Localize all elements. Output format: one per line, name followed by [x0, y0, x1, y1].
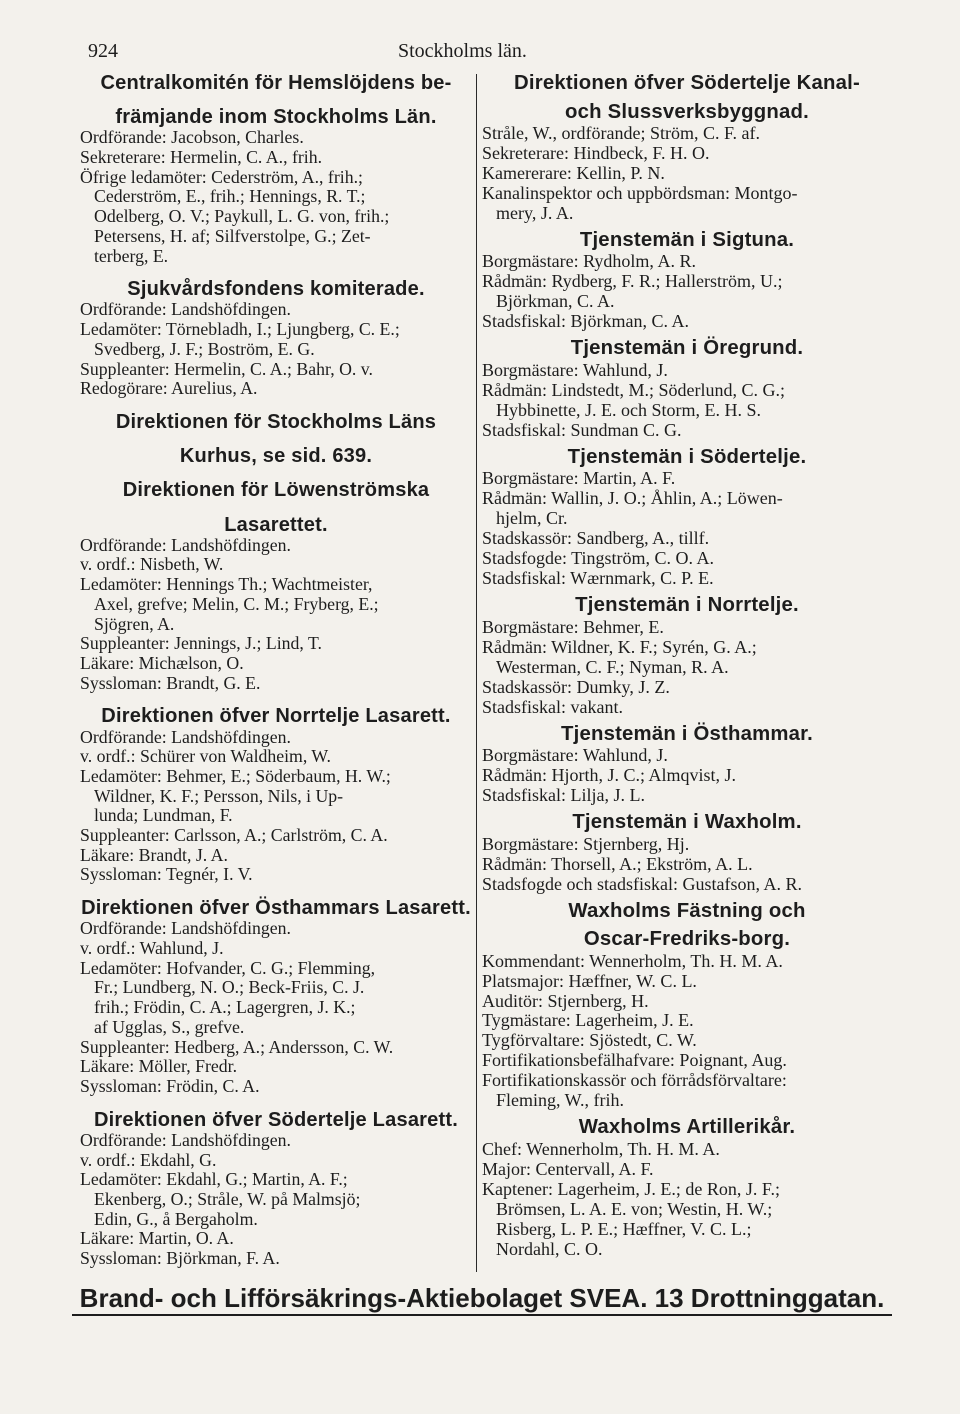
entry-line: Rådmän: Wildner, K. F.; Syrén, G. A.; [482, 636, 757, 657]
entry-line: Syssloman: Tegnér, I. V. [80, 864, 253, 885]
entry-continuation: Hybbinette, J. E. och Storm, E. H. S. [496, 399, 761, 420]
entry-line: Läkare: Möller, Fredr. [80, 1056, 238, 1077]
section-heading: Direktionen öfver Norrtelje Lasarett. [101, 705, 451, 728]
section-heading: Kurhus, se sid. 639. [179, 445, 373, 468]
entry-line: Ordförande: Landshöfdingen. [80, 1129, 291, 1150]
section-heading: Waxholms Fästning och [568, 899, 806, 922]
entry-line: Syssloman: Frödin, C. A. [80, 1076, 260, 1096]
page-number: 924 [88, 40, 118, 62]
entry-line: Ordförande: Jacobson, Charles. [80, 127, 304, 148]
entry-continuation: Axel, grefve; Melin, C. M.; Fryberg, E.; [94, 593, 379, 614]
entry-line: Tygförvaltare: Sjöstedt, C. W. [482, 1030, 697, 1051]
entry-line: Ordförande: Landshöfdingen. [80, 299, 291, 320]
section-heading: Direktionen för Stockholms Läns [115, 411, 437, 433]
entry-continuation: terberg, E. [94, 245, 169, 266]
entry-line: Borgmästare: Behmer, E. [482, 616, 664, 637]
section-heading: Tjenstemän i Östhammar. [560, 722, 813, 745]
entry-line: Kanalinspektor och uppbördsman: Montgo- [482, 182, 798, 203]
section-heading: Sjukvårdsfondens komiterade. [127, 278, 425, 301]
section-heading: Tjenstemän i Sigtuna. [579, 228, 795, 251]
entry-line: Kamererare: Kellin, P. N. [482, 162, 665, 183]
entry-line: Ledamöter: Ekdahl, G.; Martin, A. F.; [80, 1169, 348, 1190]
entry-line: v. ordf.: Schürer von Waldheim, W. [80, 746, 331, 767]
entry-line: Ledamöter: Törnebladh, I.; Ljungberg, C. E.; [80, 319, 400, 340]
entry-line: Suppleanter: Hedberg, A.; Andersson, C. W. [80, 1036, 394, 1057]
section-heading: Direktionen öfver Södertelje Kanal- [514, 72, 860, 94]
section-heading: och Slussverksbyggnad. [565, 100, 809, 123]
entry-continuation: hjelm, Cr. [496, 508, 568, 529]
entry-continuation: Sjögren, A. [94, 613, 175, 634]
entry-line: Ledamöter: Behmer, E.; Söderbaum, H. W.; [80, 765, 391, 786]
entry-line: Chef: Wennerholm, Th. H. M. A. [482, 1138, 720, 1159]
entry-continuation: Fr.; Lundberg, N. O.; Beck-Friis, C. J. [94, 977, 365, 998]
section-heading: Oscar-Fredriks-borg. [583, 928, 791, 951]
entry-line: Öfrige ledamöter: Cederström, A., frih.; [80, 166, 363, 187]
entry-line: Borgmästare: Wahlund, J. [482, 359, 668, 380]
entry-line: Syssloman: Björkman, F. A. [80, 1248, 280, 1269]
entry-continuation: Brömsen, L. A. E. von; Westin, H. W.; [496, 1198, 773, 1219]
section-heading: Lasarettet. [224, 513, 328, 536]
running-title: Stockholms län. [398, 40, 527, 62]
entry-continuation: Cederström, E., frih.; Hennings, R. T.; [94, 186, 366, 207]
entry-line: v. ordf.: Wahlund, J. [80, 938, 224, 959]
entry-continuation: Edin, G., å Bergaholm. [94, 1208, 258, 1229]
entry-line: Ordförande: Landshöfdingen. [80, 534, 291, 555]
entry-line: Suppleanter: Hermelin, C. A.; Bahr, O. v. [80, 358, 373, 379]
section-heading: Direktionen öfver Östhammars Lasarett. [81, 897, 471, 920]
entry-line: Suppleanter: Jennings, J.; Lind, T. [80, 633, 322, 654]
section-heading: främjande inom Stockholms Län. [115, 106, 437, 129]
left-column [80, 72, 472, 1269]
entry-line: Rådmän: Wallin, J. O.; Åhlin, A.; Löwen- [482, 488, 783, 509]
section-heading: Direktionen öfver Södertelje Lasarett. [93, 1108, 459, 1131]
entry-line: Sekreterare: Hermelin, C. A., frih. [80, 147, 323, 168]
entry-line: Stråle, W., ordförande; Ström, C. F. af. [482, 123, 761, 143]
entry-continuation: Risberg, L. P. E.; Hæffner, V. C. L.; [496, 1218, 752, 1239]
entry-line: Borgmästare: Rydholm, A. R. [482, 251, 696, 272]
entry-line: Läkare: Michælson, O. [80, 652, 244, 673]
entry-line: Rådmän: Rydberg, F. R.; Hallerström, U.; [482, 271, 783, 292]
page-header [88, 40, 878, 70]
entry-line: Stadsfiskal: Björkman, C. A. [482, 311, 689, 332]
section-heading: Tjenstemän i Norrtelje. [575, 594, 799, 617]
entry-line: Ordförande: Landshöfdingen. [80, 918, 291, 939]
entry-line: Ordförande: Landshöfdingen. [80, 726, 291, 747]
entry-line: Syssloman: Brandt, G. E. [80, 672, 261, 693]
entry-line: Rådmän: Hjorth, J. C.; Almqvist, J. [482, 765, 737, 786]
entry-line: Läkare: Martin, O. A. [80, 1228, 234, 1249]
section-heading: Direktionen för Löwenströmska [122, 479, 430, 502]
section-heading: Tjenstemän i Waxholm. [572, 811, 802, 834]
entry-line: Stadsfogde och stadsfiskal: Gustafson, A. R. [482, 873, 802, 894]
entry-continuation: Odelberg, O. V.; Paykull, L. G. von, frih.; [94, 206, 390, 227]
entry-continuation: Westerman, C. F.; Nyman, R. A. [496, 656, 729, 677]
entry-line: Fortifikationskassör och förrådsförvaltare: [482, 1070, 787, 1091]
entry-line: Stadsfiskal: Sundman C. G. [482, 419, 682, 440]
entry-line: v. ordf.: Nisbeth, W. [80, 554, 224, 575]
entry-line: Borgmästare: Wahlund, J. [482, 745, 668, 766]
entry-line: Stadsfiskal: Wærnmark, C. P. E. [482, 568, 714, 589]
entry-line: Ledamöter: Hennings Th.; Wachtmeister, [80, 574, 373, 595]
section-heading: Centralkomitén för Hemslöjdens be- [100, 72, 452, 94]
entry-continuation: Svedberg, J. F.; Boström, E. G. [94, 338, 315, 359]
entry-line: Stadskassör: Dumky, J. Z. [482, 676, 670, 697]
entry-line: Borgmästare: Martin, A. F. [482, 468, 676, 489]
entry-line: Stadskassör: Sandberg, A., tillf. [482, 528, 710, 549]
entry-line: Kaptener: Lagerheim, J. E.; de Ron, J. F.; [482, 1178, 780, 1199]
entry-line: Kommendant: Wennerholm, Th. H. M. A. [482, 950, 783, 971]
entry-continuation: af Ugglas, S., grefve. [94, 1016, 245, 1037]
entry-continuation: Petersens, H. af; Silfverstolpe, G.; Zet- [94, 225, 371, 246]
entry-line: Suppleanter: Carlsson, A.; Carlström, C. A. [80, 825, 388, 846]
entry-line: Sekreterare: Hindbeck, F. H. O. [482, 142, 710, 163]
entry-continuation: Nordahl, C. O. [496, 1238, 603, 1259]
entry-continuation: Ekenberg, O.; Stråle, W. på Malmsjö; [94, 1189, 361, 1209]
entry-line: Tygmästare: Lagerheim, J. E. [482, 1010, 694, 1031]
entry-line: Stadsfogde: Tingström, C. O. A. [482, 548, 715, 569]
entry-line: Stadsfiskal: vakant. [482, 696, 623, 717]
entry-line: Major: Centervall, A. F. [482, 1158, 654, 1179]
entry-continuation: Wildner, K. F.; Persson, Nils, i Up- [94, 785, 344, 806]
entry-continuation: Fleming, W., frih. [496, 1090, 625, 1111]
right-column [482, 72, 892, 1259]
entry-line: Borgmästare: Stjernberg, Hj. [482, 833, 690, 854]
entry-line: v. ordf.: Ekdahl, G. [80, 1149, 217, 1170]
section-heading: Tjenstemän i Södertelje. [567, 445, 807, 468]
footer-advertisement: Brand- och Lifförsäkrings-Aktiebolaget SVEA. 13 Drottninggatan. [72, 1282, 892, 1316]
entry-continuation: Björkman, C. A. [496, 291, 615, 312]
entry-line: Rådmän: Lindstedt, M.; Söderlund, C. G.; [482, 379, 785, 400]
entry-line: Platsmajor: Hæffner, W. C. L. [482, 970, 697, 991]
column-divider [476, 74, 477, 1272]
entry-line: Fortifikationsbefälhafvare: Poignant, Aug. [482, 1050, 787, 1071]
entry-line: Stadsfiskal: Lilja, J. L. [482, 785, 645, 806]
entry-line: Läkare: Brandt, J. A. [80, 844, 228, 865]
entry-continuation: mery, J. A. [496, 202, 574, 223]
entry-line: Ledamöter: Hofvander, C. G.; Flemming, [80, 957, 376, 978]
entry-line: Rådmän: Thorsell, A.; Ekström, A. L. [482, 853, 753, 874]
entry-continuation: lunda; Lundman, F. [94, 805, 233, 826]
entry-line: Redogörare: Aurelius, A. [80, 378, 258, 399]
section-heading: Waxholms Artillerikår. [578, 1116, 796, 1139]
entry-continuation: frih.; Frödin, C. A.; Lagergren, J. K.; [94, 997, 356, 1018]
section-heading: Tjenstemän i Öregrund. [570, 337, 804, 360]
entry-line: Auditör: Stjernberg, H. [482, 990, 649, 1011]
